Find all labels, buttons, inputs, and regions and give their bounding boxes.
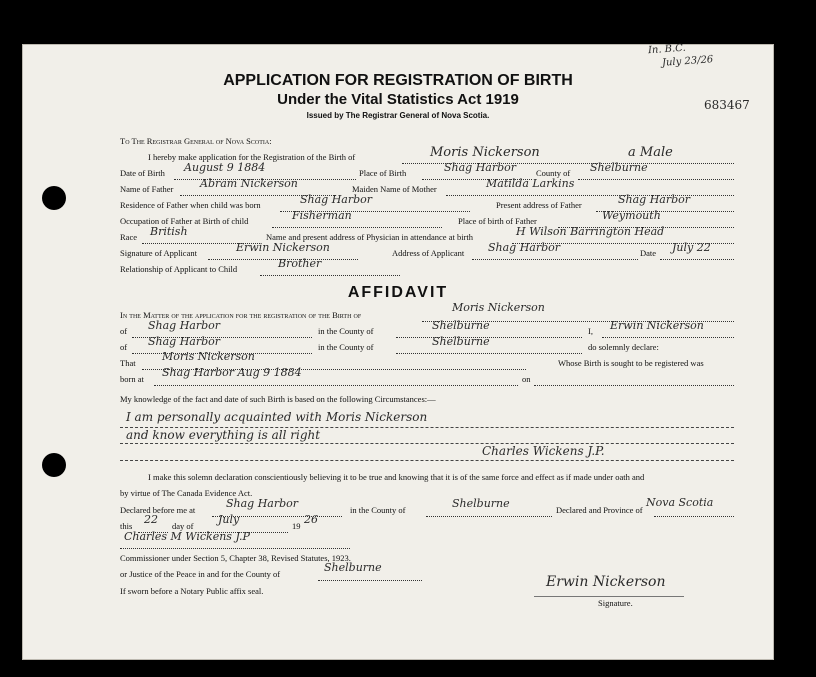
father-value: Abram Nickerson [200, 177, 298, 190]
deponent-name: Erwin Nickerson [610, 319, 704, 332]
of-value-1: Shag Harbor [148, 319, 221, 332]
declared-at-value: Shag Harbor [226, 497, 299, 510]
place-of-birth-label: Place of Birth [359, 168, 407, 178]
race-value: British [150, 225, 188, 238]
born-at-label: born at [120, 374, 144, 384]
dob-value: August 9 1884 [184, 161, 266, 174]
present-address-value: Shag Harbor [618, 193, 691, 206]
date-label: Date [640, 248, 657, 258]
year-value: 26 [304, 513, 318, 526]
residence-label: Residence of Father when child was born [120, 200, 261, 210]
circumstance-line-3: Charles Wickens J.P. [482, 444, 605, 458]
applicant-address-label: Address of Applicant [392, 248, 465, 258]
month-value: July [218, 513, 240, 526]
solemnly-label: do solemnly declare: [588, 342, 659, 352]
physician-label: Name and present address of Physician in attendance at birth [266, 232, 474, 242]
applicant-signature-label: Signature of Applicant [120, 248, 197, 258]
to-registrar-label: To The Registrar General of Nova Scotia: [120, 136, 272, 146]
intro-label: I hereby make application for the Registration of the Birth of [148, 152, 356, 162]
binder-hole-bottom [42, 453, 66, 477]
day-value: 22 [144, 513, 158, 526]
i-label: I, [588, 326, 593, 336]
county3-label: in the County of [350, 505, 406, 515]
commissioner-signature: Charles M Wickens J.P [124, 530, 250, 543]
child-sex: a Male [628, 145, 673, 160]
of-label-2: of [120, 342, 128, 352]
signature-caption: Signature. [598, 598, 633, 608]
issued-by: Issued by The Registrar General of Nova Scotia. [306, 111, 490, 120]
mother-label: Maiden Name of Mother [352, 184, 437, 194]
justice-county: Shelburne [324, 561, 382, 574]
applicant-final-signature: Erwin Nickerson [546, 574, 666, 590]
in-county-label-1: in the County of [318, 326, 374, 336]
child-name: Moris Nickerson [430, 145, 540, 160]
race-label: Race [120, 232, 137, 242]
county3-value: Shelburne [452, 497, 510, 510]
province-label: Declared and Province of [556, 505, 643, 515]
father-label: Name of Father [120, 184, 174, 194]
on-label: on [522, 374, 531, 384]
father-birthplace-value: Weymouth [602, 209, 661, 222]
occupation-value: Fisherman [292, 209, 352, 222]
this-label: this [120, 521, 133, 531]
dob-label: Date of Birth [120, 168, 165, 178]
matter-name: Moris Nickerson [452, 301, 545, 314]
declaration-line-2: by virtue of The Canada Evidence Act. [120, 488, 253, 498]
commissioner-label: Commissioner under Section 5, Chapter 38, Revised Statutes, 1923. [120, 553, 351, 563]
relationship-label: Relationship of Applicant to Child [120, 264, 238, 274]
year-prefix: 19 [292, 521, 301, 531]
form-subtitle: Under the Vital Statistics Act 1919 [277, 91, 519, 108]
form-title: APPLICATION FOR REGISTRATION OF BIRTH [223, 72, 573, 89]
mother-value: Matilda Larkins [486, 177, 575, 190]
justice-label: or Justice of the Peace in and for the County of [120, 569, 281, 579]
affidavit-heading: AFFIDAVIT [347, 284, 449, 301]
county-label: County of [536, 168, 571, 178]
birth-registration-form [22, 44, 774, 660]
of-value-2: Shag Harbor [148, 335, 221, 348]
day-of-label: day of [172, 521, 194, 531]
notary-label: If sworn before a Notary Public affix seal. [120, 586, 264, 596]
applicant-signature-value: Erwin Nickerson [236, 241, 330, 254]
stamp-line-2: July 23/26 [661, 54, 714, 69]
declaration-line-1: I make this solemn declaration conscientiously believing it to be true and knowing that it is of the same force and effect as if made under oath and [148, 472, 645, 482]
physician-value: H Wilson Barrington Head [516, 225, 665, 238]
circumstance-line-1: I am personally acquainted with Moris Nickerson [126, 410, 428, 424]
county-value-2: Shelburne [432, 335, 490, 348]
present-address-label: Present address of Father [496, 200, 582, 210]
circumstance-line-2: and know everything is all right [126, 428, 321, 442]
binder-hole-top [42, 186, 66, 210]
matter-label: In the Matter of the application for the registration of the Birth of [120, 310, 362, 320]
in-county-label-2: in the County of [318, 342, 374, 352]
that-label: That [120, 358, 136, 368]
declared-at-label: Declared before me at [120, 505, 196, 515]
father-birthplace-label: Place of birth of Father [458, 216, 537, 226]
applicant-address-value: Shag Harbor [488, 241, 561, 254]
residence-value: Shag Harbor [300, 193, 373, 206]
date-value: July 22 [672, 241, 711, 254]
province-value: Nova Scotia [646, 496, 714, 509]
place-of-birth-value: Shag Harbor [444, 161, 517, 174]
county-value: Shelburne [590, 161, 648, 174]
occupation-label: Occupation of Father at Birth of child [120, 216, 249, 226]
that-name: Moris Nickerson [162, 350, 255, 363]
whose-birth-label: Whose Birth is sought to be registered was [558, 358, 704, 368]
born-at-value: Shag Harbor Aug 9 1884 [162, 366, 302, 379]
stamp-number: 683467 [704, 98, 750, 112]
relationship-value: Brother [278, 257, 322, 270]
county-value-1: Shelburne [432, 319, 490, 332]
knowledge-label: My knowledge of the fact and date of such Birth is based on the following Circumstances:— [120, 394, 436, 404]
stamp-line-1: In. B.C. [647, 42, 687, 57]
of-label-1: of [120, 326, 128, 336]
